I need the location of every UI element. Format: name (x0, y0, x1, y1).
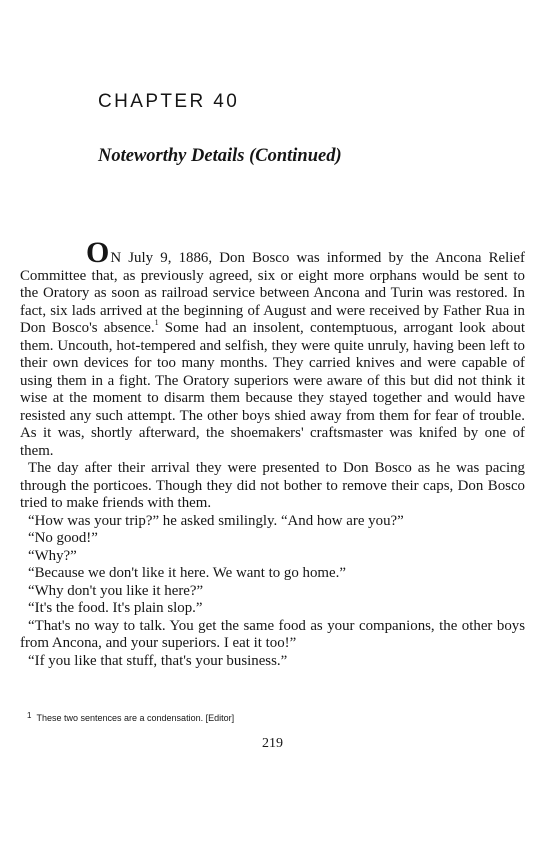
dialogue-line: “Why?” (28, 547, 77, 564)
paragraph-1 (20, 236, 526, 460)
dialogue-line: “No good!” (28, 530, 98, 546)
footnote-reference: 1 (154, 318, 159, 327)
dialogue-line: “Why don't you like it here?” (28, 582, 204, 599)
paragraph-2: The day after their arrival they were presented to Don Bosco as he was pacing through the porticoes. Though they did not bother to remove their caps, Don Bosco tried to make friends with them. (20, 460, 525, 511)
dialogue-line: “Because we don't like it here. We want to go home.” (28, 565, 346, 581)
footnote-marker: 1 (27, 711, 32, 720)
drop-cap: O (86, 236, 110, 269)
page-number: 219 (262, 736, 283, 751)
dialogue-line: “If you like that stuff, that's your business.” (28, 652, 288, 669)
footnote (27, 713, 234, 723)
dialogue-line: “It's the food. It's plain slop.” (28, 600, 203, 616)
footnote-text: These two sentences are a condensation. [Editor] (36, 713, 235, 723)
paragraph-1-text-a: N July 9, 1886, Don Bosco was informed by the Ancona Relief Committee that, as previously agreed, six or eight more orphans would be sent to the Oratory as soon as railroad service between Ancona and Turin was restored. In fact, six lads arrived at the beginning of August and were received by Father Rua in Don Bosco's absence. (20, 250, 525, 336)
dialogue-line: “How was your trip?” he asked smilingly. “And how are you?” (28, 512, 404, 529)
body-text (20, 236, 526, 670)
chapter-title: CHAPTER 40 (98, 91, 240, 112)
paragraph-1-text-b: Some had an insolent, contemptuous, arrogant look about them. Uncouth, hot-tempered and selfish, they were quite unruly, having been left to their own devices for too many months. They carried knives and were capable of using them in a fight. The Oratory superiors were aware of this but did not think it wise at the moment to disarm them because they stayed together and would have resisted any such attempt. The other boys shied away from them for fear of trouble. As it was, shortly afterward, the shoemakers' craftsmaster was knifed by one of them. (20, 320, 526, 459)
dialogue-line: “That's no way to talk. You get the same food as your companions, the other boys from Ancona, and your superiors. I eat it too!” (20, 617, 525, 651)
chapter-subtitle: Noteworthy Details (Continued) (98, 146, 342, 166)
